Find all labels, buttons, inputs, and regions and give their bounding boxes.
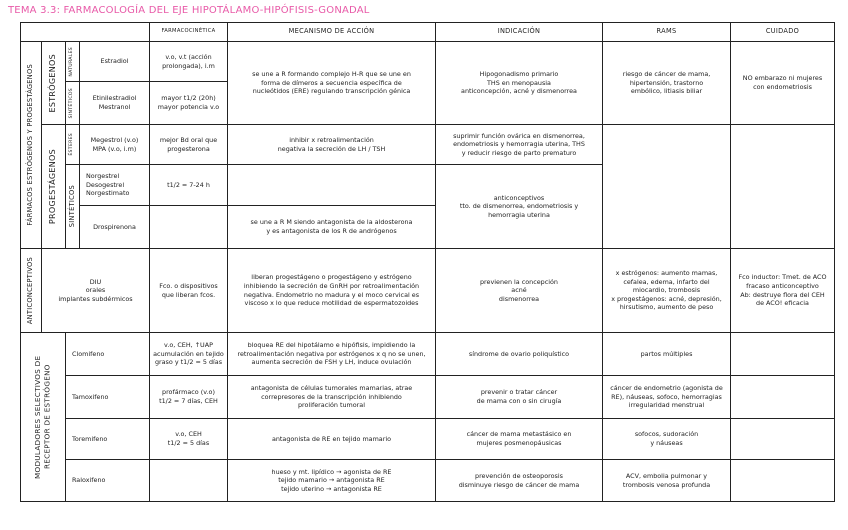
ind-estrogenos: Hipogonadismo primario THS en menopausia anticoncepción, acné y dismenorrea [436, 42, 603, 125]
pk-megestrol: mejor Bd oral que progesterona [150, 125, 228, 165]
mech-tamoxifeno: antagonista de células tumorales mamarias, atrae correpresores de la transcripción inhibiendo proliferación tumoral [228, 376, 436, 419]
subgroup-sinteticos-progestagenos: SINTÉTICOS [66, 165, 80, 249]
pk-estradiol: v.o, v.t (acción prolongada), i.m [150, 42, 228, 82]
pk-drospirenona [150, 206, 228, 249]
group-progestagenos: PROGESTÁGENOS [42, 125, 66, 249]
pk-norgestrel: t1/2 = 7-24 h [150, 165, 228, 206]
header-empty [20, 22, 150, 42]
header-mecanismo: MECANISMO DE ACCIÓN [228, 22, 436, 42]
pk-tamoxifeno: profármaco (v.o) t1/2 = 7 días, CEH [150, 376, 228, 419]
ind-tamoxifeno: prevenir o tratar cáncer de mama con o sin cirugía [436, 376, 603, 419]
subgroup-naturales: NATURALES [66, 42, 80, 82]
care-estrogenos: NO embarazo ni mujeres con endometriosis [731, 42, 835, 125]
drug-etinilestradiol: Etinilestradiol Mestranol [80, 82, 150, 125]
drug-megestrol: Megestrol (v.o) MPA (v.o, i.m) [80, 125, 150, 165]
mech-megestrol: inhibir x retroalimentación negativa la secreción de LH / TSH [228, 125, 436, 165]
care-toremifeno [731, 419, 835, 460]
mech-toremifeno: antagonista de RE en tejido mamario [228, 419, 436, 460]
pk-etinilestradiol: mayor t1/2 (20h) mayor potencia v.o [150, 82, 228, 125]
care-clomifeno [731, 333, 835, 376]
rams-tamoxifeno: cáncer de endometrio (agonista de RE), náuseas, sofoco, hemorragias irregularidad menstrual [603, 376, 731, 419]
subgroup-esteres: ÉSTERES [66, 125, 80, 165]
group-anticonceptivos: ANTICONCEPTIVOS [20, 249, 42, 333]
rams-raloxifeno: ACV, embolia pulmonar y trombosis venosa profunda [603, 460, 731, 502]
rams-estrogenos: riesgo de cáncer de mama, hipertensión, trastorno embólico, litiasis biliar [603, 42, 731, 125]
mech-estrogenos: se une a R formando complejo H-R que se une en forma de dímeros a secuencia específica de nucleótidos (ERE) regulando transcripción génica [228, 42, 436, 125]
care-diu: Fco inductor: Tmet. de ACO fracaso anticonceptivo Ab: destruye flora del CEH de ACO! eficacia [731, 249, 835, 333]
group-estrogenos-progestagenos: FÁRMACOS ESTRÓGENOS Y PROGESTÁGENOS [20, 42, 42, 249]
header-cuidado: CUIDADO [731, 22, 835, 42]
mech-diu: liberan progestágeno o progestágeno y estrógeno inhibiendo la secreción de GnRH por retroalimentación negativa. Endometrio no madura y el moco cervical es viscoso x lo que reduce motilidad de espermatozoides [228, 249, 436, 333]
drug-estradiol: Estradiol [80, 42, 150, 82]
pk-clomifeno: v.o, CEH, ↑UAP acumulación en tejido graso y t1/2 = 5 días [150, 333, 228, 376]
drug-drospirenona: Drospirenona [80, 206, 150, 249]
care-raloxifeno [731, 460, 835, 502]
mech-norgestrel [228, 165, 436, 206]
page-title: TEMA 3.3: FARMACOLOGÍA DEL EJE HIPOTÁLAMO-HIPÓFISIS-GONADAL [8, 5, 370, 16]
subgroup-sinteticos-estrogenos: SINTÉTICOS [66, 82, 80, 125]
ind-raloxifeno: prevención de osteoporosis disminuye riesgo de cáncer de mama [436, 460, 603, 502]
rams-toremifeno: sofocos, sudoración y náuseas [603, 419, 731, 460]
rams-diu: x estrógenos: aumento mamas, cefalea, edema, infarto del miocardio, trombosis x progestágenos: acné, depresión, hirsutismo, aumento de peso [603, 249, 731, 333]
ind-toremifeno: cáncer de mama metastásico en mujeres posmenopáusicas [436, 419, 603, 460]
header-rams: RAMS [603, 22, 731, 42]
header-indicacion: INDICACIÓN [436, 22, 603, 42]
pk-diu: Fco. o dispositivos que liberan fcos. [150, 249, 228, 333]
pk-raloxifeno [150, 460, 228, 502]
mech-clomifeno: bloquea RE del hipotálamo e hipófisis, impidiendo la retroalimentación negativa por estrógenos x q no se unen, aumenta secreción de FSH y LH, induce ovulación [228, 333, 436, 376]
ind-megestrol: suprimir función ovárica en dismenorrea, endometriosis y hemorragia uterina, THS y reducir riesgo de parto prematuro [436, 125, 603, 165]
pharmacology-table [20, 22, 835, 502]
drug-raloxifeno: Raloxifeno [66, 460, 150, 502]
ind-clomifeno: síndrome de ovario poliquístico [436, 333, 603, 376]
pk-toremifeno: v.o, CEH t1/2 = 5 días [150, 419, 228, 460]
group-estrogenos: ESTRÓGENOS [42, 42, 66, 125]
drug-toremifeno: Toremifeno [66, 419, 150, 460]
care-progestagenos [731, 125, 835, 249]
drug-norgestrel: Norgestrel Desogestrel Norgestimato [80, 165, 150, 206]
mech-drospirenona: se une a R M siendo antagonista de la aldosterona y es antagonista de los R de andrógenos [228, 206, 436, 249]
group-moduladores: MODULADORES SELECTIVOS DE RECEPTOR DE ESTRÓGENO [20, 333, 66, 502]
care-tamoxifeno [731, 376, 835, 419]
ind-diu: previenen la concepción acné dismenorrea [436, 249, 603, 333]
drug-clomifeno: Clomifeno [66, 333, 150, 376]
drug-diu: DIU orales implantes subdérmicos [42, 249, 150, 333]
rams-progestagenos [603, 125, 731, 249]
mech-raloxifeno: hueso y mt. lipídico → agonista de RE tejido mamario → antagonista RE tejido uterino → antagonista RE [228, 460, 436, 502]
ind-progestagenos-sinteticos: anticonceptivos tto. de dismenorrea, endometriosis y hemorragia uterina [436, 165, 603, 249]
header-farmacocinetica: FARMACOCINÉTICA [150, 22, 228, 42]
rams-clomifeno: partos múltiples [603, 333, 731, 376]
drug-tamoxifeno: Tamoxifeno [66, 376, 150, 419]
